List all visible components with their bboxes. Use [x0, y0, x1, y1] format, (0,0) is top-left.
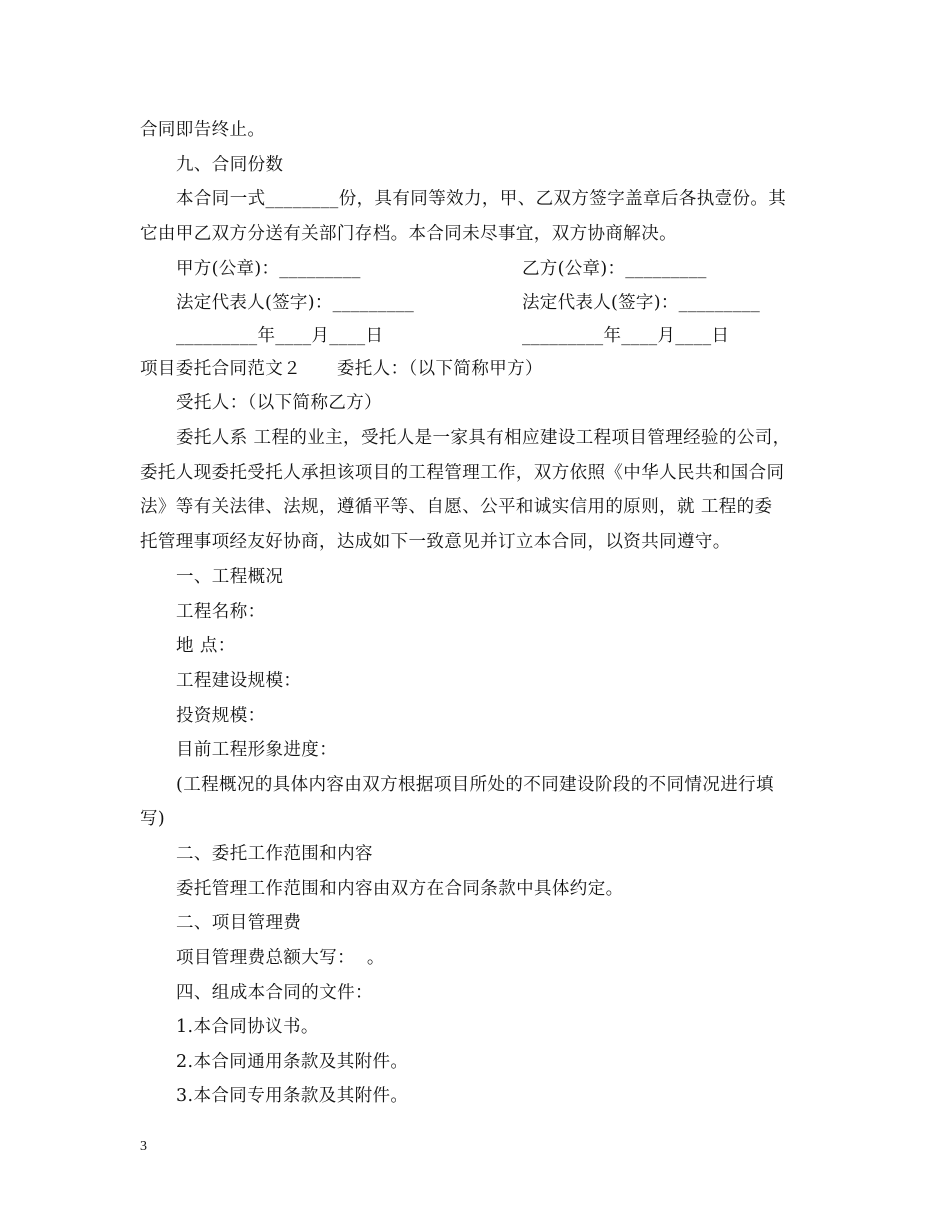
paragraph-line: 委托人系 工程的业主，受托人是一家具有相应建设工程项目管理经验的公司，: [176, 428, 791, 448]
paragraph-line: 投资规模：: [176, 706, 266, 726]
paragraph-line: 目前工程形象进度：: [176, 740, 338, 760]
section-heading: 一、工程概况: [176, 567, 284, 587]
paragraph-line: 工程建设规模：: [176, 671, 302, 691]
section-heading: 四、组成本合同的文件：: [176, 983, 373, 1003]
page-number: 3: [140, 1139, 147, 1154]
paragraph-line: 项目管理费总额大写： 。: [176, 948, 385, 968]
paragraph-line: (工程概况的具体内容由双方根据项目所处的不同建设阶段的不同情况进行填: [176, 775, 774, 795]
paragraph-line: 法》等有关法律、法规，遵循平等、自愿、公平和诚实信用的原则，就 工程的委: [140, 497, 773, 517]
party-b-date-field: _________年____月____日: [522, 326, 730, 346]
document-title-line: 项目委托合同范文２ 委托人：（以下简称甲方）: [140, 359, 543, 379]
section-heading: 九、合同份数: [176, 155, 284, 175]
party-a-representative-field: 法定代表人(签字)：_________: [176, 293, 415, 313]
list-item: 3.本合同专用条款及其附件。: [176, 1086, 409, 1106]
party-a-seal-field: 甲方(公章)：_________: [176, 259, 361, 279]
party-b-representative-field: 法定代表人(签字)：_________: [522, 293, 761, 313]
paragraph-line: 委托人现委托受托人承担该项目的工程管理工作，双方依照《中华人民共和国合同: [140, 463, 785, 483]
paragraph-line: 写): [140, 809, 166, 829]
section-heading: 二、委托工作范围和内容: [176, 844, 373, 864]
paragraph-line: 它由甲乙双方分送有关部门存档。本合同未尽事宜，双方协商解决。: [140, 224, 677, 244]
paragraph-line: 本合同一式________份，具有同等效力，甲、乙双方签字盖章后各执壹份。其: [176, 189, 787, 209]
party-a-date-field: _________年____月____日: [176, 326, 384, 346]
paragraph-line: 地 点：: [176, 636, 236, 656]
party-b-seal-field: 乙方(公章)：_________: [522, 259, 707, 279]
paragraph-line: 合同即告终止。: [140, 120, 266, 140]
list-item: 1.本合同协议书。: [176, 1017, 319, 1037]
paragraph-line: 委托管理工作范围和内容由双方在合同条款中具体约定。: [176, 879, 624, 899]
section-heading: 二、项目管理费: [176, 913, 302, 933]
paragraph-line: 托管理事项经友好协商，达成如下一致意见并订立本合同，以资共同遵守。: [140, 532, 731, 552]
paragraph-line: 受托人：（以下简称乙方）: [176, 393, 383, 413]
paragraph-line: 工程名称：: [176, 602, 266, 622]
list-item: 2.本合同通用条款及其附件。: [176, 1052, 409, 1072]
